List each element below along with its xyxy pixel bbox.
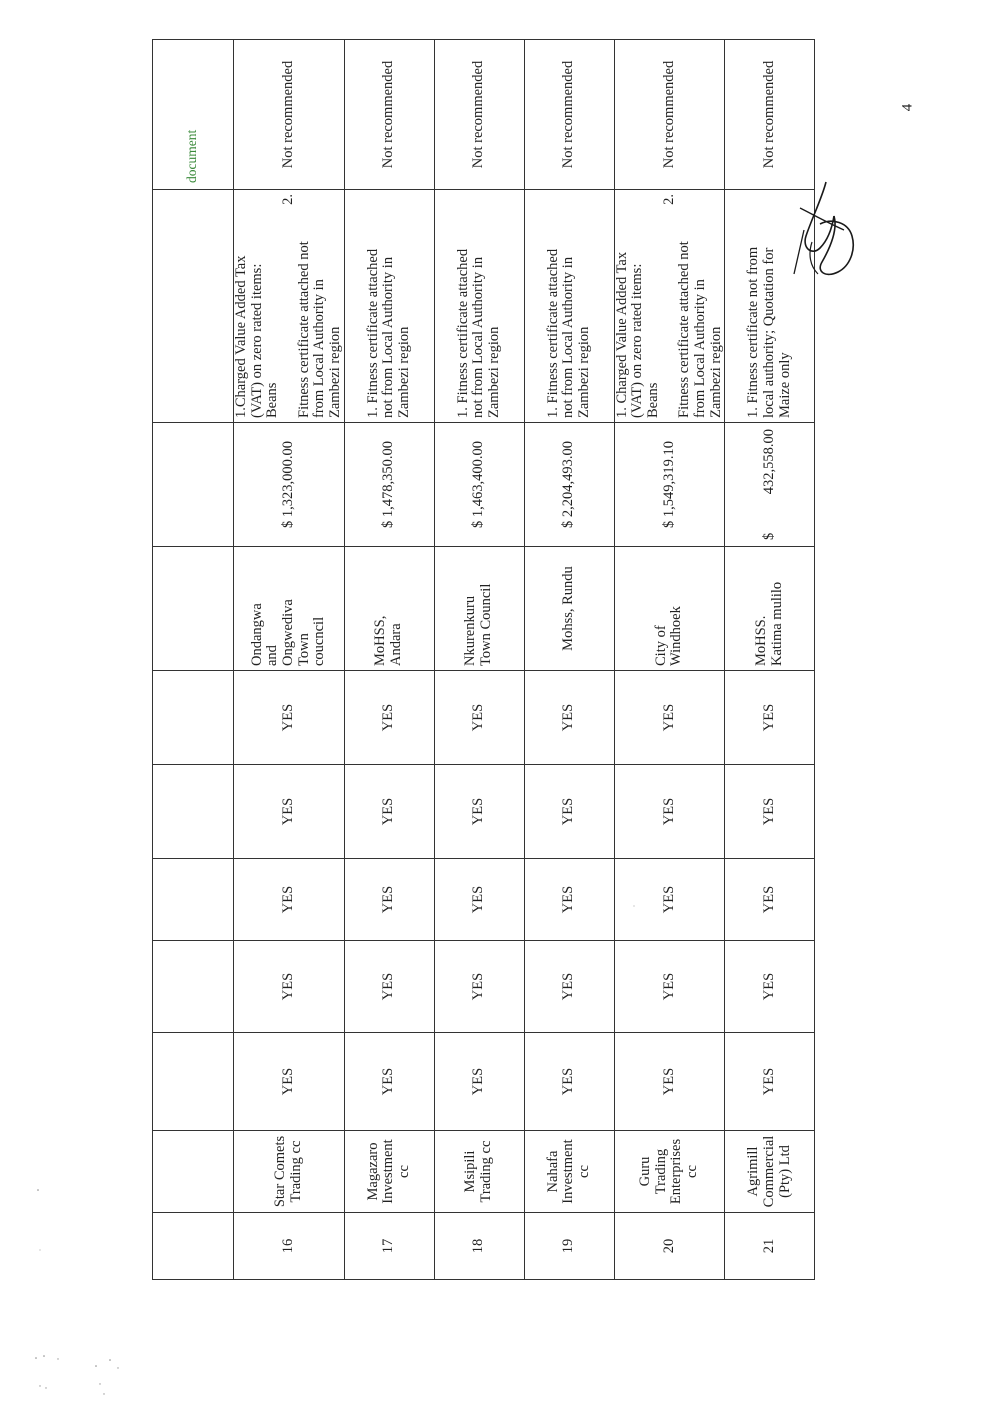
header-cell bbox=[153, 547, 234, 671]
recommendation-cell: Not recommended bbox=[614, 40, 725, 190]
location-line: Town Council bbox=[478, 583, 495, 666]
table-row bbox=[524, 40, 614, 1280]
amount-cell: $ 1,478,350.00 bbox=[344, 423, 434, 547]
location-line: City of bbox=[652, 625, 669, 666]
location-line: Mohss, Rundu bbox=[560, 566, 577, 651]
evaluation-table bbox=[152, 39, 815, 1280]
criterion-cell: YES bbox=[725, 941, 815, 1033]
header-cell bbox=[153, 1033, 234, 1131]
bidder-name: Star Comets Trading cc bbox=[234, 1131, 345, 1213]
criterion-cell: YES bbox=[524, 765, 614, 859]
criterion-cell: YES bbox=[234, 671, 345, 765]
criterion-cell: YES bbox=[524, 1033, 614, 1131]
page-number: 4 bbox=[899, 103, 916, 112]
reason-line: Zambezi region bbox=[485, 326, 502, 418]
reason-line: Fitness certificate attached not bbox=[676, 241, 693, 418]
criterion-cell: YES bbox=[434, 1033, 524, 1131]
criterion-cell: YES bbox=[524, 941, 614, 1033]
table-row bbox=[234, 40, 345, 1280]
reason-line: Beans bbox=[264, 382, 281, 418]
row-number: 18 bbox=[434, 1213, 524, 1280]
location-cell bbox=[434, 547, 524, 671]
criterion-cell: YES bbox=[524, 671, 614, 765]
criterion-cell: YES bbox=[234, 1033, 345, 1131]
reason-line: from Local Authority in bbox=[311, 279, 328, 418]
location-line: Katima mulilo bbox=[768, 581, 785, 666]
criterion-cell: YES bbox=[614, 859, 725, 941]
location-cell bbox=[614, 547, 725, 671]
location-line: and bbox=[264, 645, 281, 666]
criterion-cell: YES bbox=[725, 671, 815, 765]
reason-cell bbox=[344, 190, 434, 423]
criterion-cell: YES bbox=[344, 765, 434, 859]
reason-line: Fitness certificate attached not bbox=[295, 241, 312, 418]
reason-line: Zambezi region bbox=[575, 326, 592, 418]
criterion-cell: YES bbox=[524, 859, 614, 941]
location-cell bbox=[234, 547, 345, 671]
reason-line: 1. Fitness certificate attached bbox=[454, 248, 471, 418]
header-row bbox=[153, 40, 234, 1280]
header-cell bbox=[153, 423, 234, 547]
criterion-cell: YES bbox=[725, 765, 815, 859]
location-line: Ondangwa bbox=[248, 603, 265, 666]
location-line: MoHSS. bbox=[753, 615, 770, 666]
bidder-name: Guru Trading Enterprises cc bbox=[614, 1131, 725, 1213]
header-cell bbox=[153, 190, 234, 423]
recommendation-cell: Not recommended bbox=[725, 40, 815, 190]
bidder-name: Magazaro Investment cc bbox=[344, 1131, 434, 1213]
document-label: document bbox=[184, 129, 200, 183]
criterion-cell: YES bbox=[614, 1033, 725, 1131]
amount-cell: $ 1,463,400.00 bbox=[434, 423, 524, 547]
criterion-cell: YES bbox=[344, 941, 434, 1033]
table-row bbox=[434, 40, 524, 1280]
reason-line: not from Local Authority in bbox=[470, 256, 487, 418]
bidder-name: Nahafa Investment cc bbox=[524, 1131, 614, 1213]
criterion-cell: YES bbox=[234, 765, 345, 859]
reason-line: 1. Fitness certificate not from bbox=[745, 246, 762, 418]
location-cell bbox=[524, 547, 614, 671]
location-cell bbox=[725, 547, 815, 671]
amount-cell: $ 1,323,000.00 bbox=[234, 423, 345, 547]
reason-line: 1. Fitness certificate attached bbox=[544, 248, 561, 418]
criterion-cell: YES bbox=[725, 859, 815, 941]
reason-cell bbox=[614, 190, 725, 423]
row-number: 19 bbox=[524, 1213, 614, 1280]
criterion-cell: YES bbox=[234, 859, 345, 941]
bidder-name: Msipili Trading cc bbox=[434, 1131, 524, 1213]
reason-line: not from Local Authority in bbox=[560, 256, 577, 418]
reason-cell bbox=[434, 190, 524, 423]
header-cell bbox=[153, 765, 234, 859]
location-cell bbox=[344, 547, 434, 671]
handwritten-signature bbox=[782, 178, 862, 290]
amount-cell bbox=[725, 423, 815, 547]
reason-cell bbox=[524, 190, 614, 423]
row-number: 21 bbox=[725, 1213, 815, 1280]
recommendation-cell: Not recommended bbox=[524, 40, 614, 190]
location-line: coucncil bbox=[311, 616, 328, 666]
location-line: Windhoek bbox=[668, 606, 685, 666]
reason-line: 2. bbox=[279, 194, 296, 205]
criterion-cell: YES bbox=[344, 859, 434, 941]
row-number: 16 bbox=[234, 1213, 345, 1280]
header-cell bbox=[153, 859, 234, 941]
reason-line: local authority; Quotation for bbox=[760, 247, 777, 418]
header-cell bbox=[153, 671, 234, 765]
criterion-cell: YES bbox=[614, 671, 725, 765]
location-line: Nkurenkuru bbox=[462, 595, 479, 666]
location-line: Andara bbox=[388, 623, 405, 666]
criterion-cell: YES bbox=[434, 941, 524, 1033]
recommendation-cell: Not recommended bbox=[234, 40, 345, 190]
criterion-cell: YES bbox=[725, 1033, 815, 1131]
criterion-cell: YES bbox=[434, 671, 524, 765]
recommendation-cell: Not recommended bbox=[434, 40, 524, 190]
criterion-cell: YES bbox=[344, 1033, 434, 1131]
table-row bbox=[614, 40, 725, 1280]
reason-line: Zambezi region bbox=[395, 326, 412, 418]
bidder-name: Agrimill Commercial (Pty) Ltd bbox=[725, 1131, 815, 1213]
criterion-cell: YES bbox=[434, 765, 524, 859]
header-cell bbox=[153, 1131, 234, 1213]
header-cell bbox=[153, 941, 234, 1033]
table-row bbox=[344, 40, 434, 1280]
criterion-cell: YES bbox=[614, 941, 725, 1033]
recommendation-cell: Not recommended bbox=[344, 40, 434, 190]
criterion-cell: YES bbox=[234, 941, 345, 1033]
reason-cell bbox=[234, 190, 345, 423]
criterion-cell: YES bbox=[434, 859, 524, 941]
amount-cell: $ 1,549,319.10 bbox=[614, 423, 725, 547]
reason-line: Maize only bbox=[776, 352, 793, 418]
reason-line: (VAT) on zero rated items: bbox=[248, 263, 265, 418]
header-cell bbox=[153, 40, 234, 190]
criterion-cell: YES bbox=[614, 765, 725, 859]
reason-line: 1. Charged Value Added Tax bbox=[613, 251, 630, 418]
location-line: Ongwediva bbox=[279, 599, 296, 666]
reason-line: Zambezi region bbox=[326, 326, 343, 418]
amount-currency: $ bbox=[760, 532, 777, 540]
row-number: 17 bbox=[344, 1213, 434, 1280]
reason-line: Zambezi region bbox=[707, 326, 724, 418]
reason-line: 1.Charged Value Added Tax bbox=[233, 255, 249, 418]
amount-cell: $ 2,204,493.00 bbox=[524, 423, 614, 547]
reason-line: from Local Authority in bbox=[691, 279, 708, 418]
reason-line: 1. Fitness certificate attached bbox=[364, 248, 381, 418]
reason-line: Beans bbox=[644, 382, 661, 418]
header-cell bbox=[153, 1213, 234, 1280]
location-line: Town bbox=[295, 633, 312, 666]
amount-value: 432,558.00 bbox=[760, 429, 777, 495]
criterion-cell: YES bbox=[344, 671, 434, 765]
row-number: 20 bbox=[614, 1213, 725, 1280]
reason-line: 2. bbox=[660, 194, 677, 205]
location-line: MoHSS, bbox=[372, 615, 389, 666]
reason-line: (VAT) on zero rated items: bbox=[629, 263, 646, 418]
reason-line: not from Local Authority in bbox=[380, 256, 397, 418]
